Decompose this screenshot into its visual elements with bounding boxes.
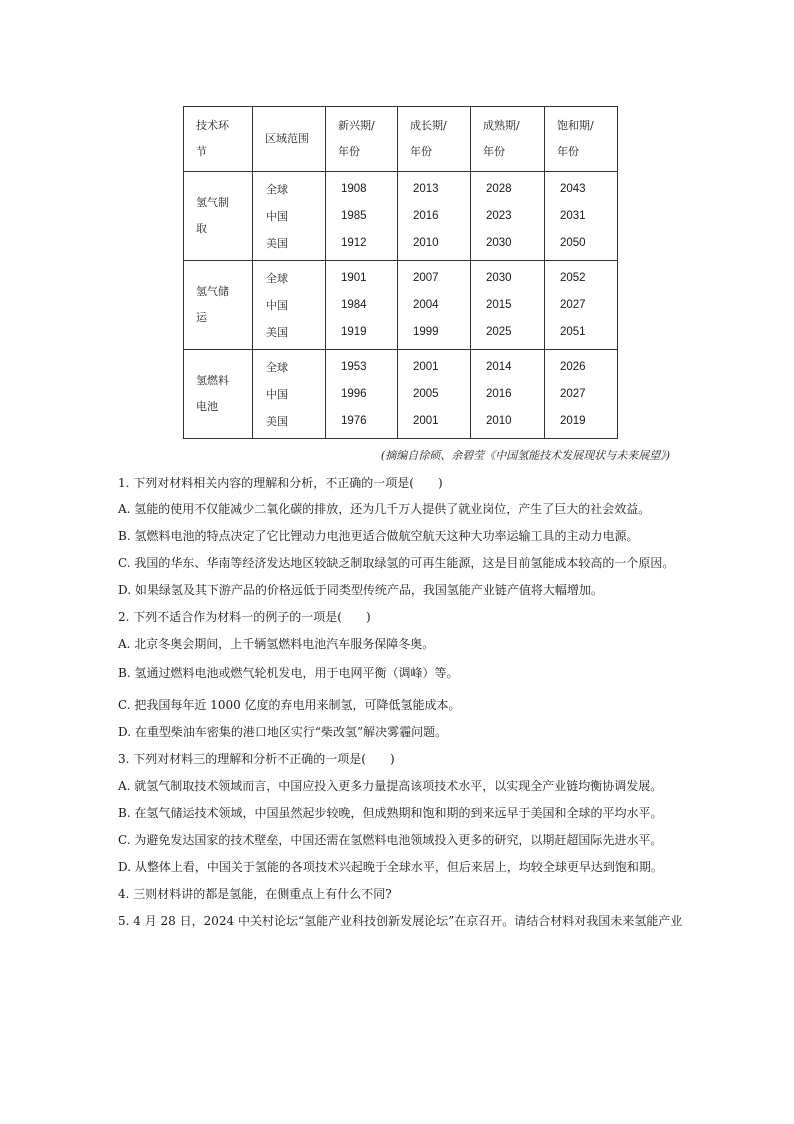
emerging-cell: 1908 1985 1912 bbox=[326, 172, 398, 261]
header-emerging: 新兴期/ 年份 bbox=[326, 107, 398, 172]
emerging-cell: 1953 1996 1976 bbox=[326, 350, 398, 439]
saturation-cell: 2052 2027 2051 bbox=[545, 261, 618, 350]
table-header-row bbox=[184, 107, 618, 172]
header-mature: 成熟期/ 年份 bbox=[471, 107, 545, 172]
question-1-option-b: B. 氢燃料电池的特点决定了它比锂动力电池更适合做航空航天这种大功率运输工具的主动力电源。 bbox=[118, 529, 639, 543]
table-row bbox=[184, 261, 618, 350]
region-cell: 全球 中国 美国 bbox=[253, 261, 326, 350]
growth-cell: 2001 2005 2001 bbox=[398, 350, 471, 439]
region-cell: 全球 中国 美国 bbox=[253, 172, 326, 261]
question-4-stem: 4. 三则材料讲的都是氢能，在侧重点上有什么不同? bbox=[118, 887, 392, 901]
question-1-option-c: C. 我国的华东、华南等经济发达地区较缺乏制取绿氢的可再生能源，这是目前氢能成本较高的一个原因。 bbox=[118, 556, 675, 570]
header-growth: 成长期/ 年份 bbox=[398, 107, 471, 172]
question-2-stem: 2. 下列不适合作为材料一的例子的一项是( ) bbox=[118, 610, 371, 624]
table-source-citation: (摘编自徐硕、余碧莹《中国氢能技术发展现状与未来展望》) bbox=[380, 449, 670, 462]
header-saturation: 饱和期/ 年份 bbox=[545, 107, 618, 172]
segment-cell: 氢气制 取 bbox=[184, 172, 253, 261]
question-3-option-b: B. 在氢气储运技术领域，中国虽然起步较晚，但成熟期和饱和期的到来远早于美国和全球的平均水平。 bbox=[118, 806, 663, 820]
mature-cell: 2030 2015 2025 bbox=[471, 261, 545, 350]
emerging-cell: 1901 1984 1919 bbox=[326, 261, 398, 350]
header-region: 区域范围 bbox=[253, 107, 326, 172]
question-2-option-a: A. 北京冬奥会期间，上千辆氢燃料电池汽车服务保障冬奥。 bbox=[118, 637, 435, 651]
segment-cell: 氢燃料 电池 bbox=[184, 350, 253, 439]
table-row bbox=[184, 172, 618, 261]
header-tech-segment: 技术环 节 bbox=[184, 107, 253, 172]
question-1-option-a: A. 氢能的使用不仅能减少二氧化碳的排放，还为几千万人提供了就业岗位，产生了巨大的社会效益。 bbox=[118, 502, 651, 516]
question-2-option-c: C. 把我国每年近 1000 亿度的弃电用来制氢，可降低氢能成本。 bbox=[118, 698, 461, 712]
question-3-stem: 3. 下列对材料三的理解和分析不正确的一项是( ) bbox=[118, 752, 395, 766]
question-2-option-b: B. 氢通过燃料电池或燃气轮机发电，用于电网平衡（调峰）等。 bbox=[118, 666, 459, 680]
question-1-option-d: D. 如果绿氢及其下游产品的价格远低于同类型传统产品，我国氢能产业链产值将大幅增加。 bbox=[118, 583, 603, 597]
hydrogen-tech-table bbox=[183, 106, 618, 439]
mature-cell: 2028 2023 2030 bbox=[471, 172, 545, 261]
region-cell: 全球 中国 美国 bbox=[253, 350, 326, 439]
question-5-stem: 5. 4 月 28 日，2024 中关村论坛“氢能产业科技创新发展论坛”在京召开。请结合材料对我国未来氢能产业 bbox=[118, 914, 683, 928]
question-3-option-c: C. 为避免发达国家的技术壁垒，中国还需在氢燃料电池领域投入更多的研究，以期赶超国际先进水平。 bbox=[118, 833, 663, 847]
question-1-stem: 1. 下列对材料相关内容的理解和分析，不正确的一项是( ) bbox=[118, 476, 443, 490]
question-3-option-a: A. 就氢气制取技术领域而言，中国应投入更多力量提高该项技术水平，以实现全产业链均衡协调发展。 bbox=[118, 779, 663, 793]
question-3-option-d: D. 从整体上看，中国关于氢能的各项技术兴起晚于全球水平，但后来居上，均较全球更早达到饱和期。 bbox=[118, 860, 663, 874]
question-2-option-d: D. 在重型柴油车密集的港口地区实行“柴改氢”解决雾霾问题。 bbox=[118, 725, 448, 739]
saturation-cell: 2043 2031 2050 bbox=[545, 172, 618, 261]
growth-cell: 2007 2004 1999 bbox=[398, 261, 471, 350]
saturation-cell: 2026 2027 2019 bbox=[545, 350, 618, 439]
mature-cell: 2014 2016 2010 bbox=[471, 350, 545, 439]
segment-cell: 氢气储 运 bbox=[184, 261, 253, 350]
table-row bbox=[184, 350, 618, 439]
growth-cell: 2013 2016 2010 bbox=[398, 172, 471, 261]
